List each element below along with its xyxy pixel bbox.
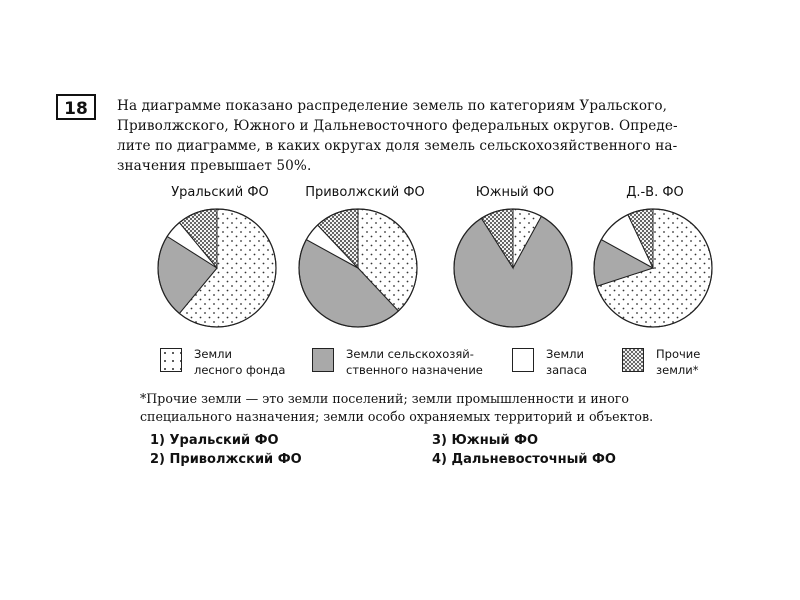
legend-label-reserve	[546, 346, 587, 378]
legend-reserve-line1: Земли	[546, 347, 584, 361]
question-line-2: Приволжского, Южного и Дальневосточного федеральных округов. Опреде-	[117, 118, 678, 134]
footnote-line-2: специального назначения; земли особо охраняемых территорий и объектов.	[140, 409, 654, 424]
answer-option-2[interactable]: 2) Приволжский ФО	[150, 452, 302, 467]
legend-forest-line1: Земли	[194, 347, 232, 361]
answer-option-4[interactable]: 4) Дальневосточный ФО	[432, 452, 616, 467]
chart-title-yuzh: Южный ФО	[475, 185, 555, 200]
legend-label-agri	[346, 346, 483, 378]
question-line-4: значения превышает 50%.	[117, 158, 312, 174]
legend-agri-line2: ственного назначение	[346, 363, 483, 377]
chart-title-dv: Д.-В. ФО	[626, 185, 684, 200]
chart-title-ural: Уральский ФО	[171, 185, 269, 200]
legend-swatch-other	[622, 348, 644, 372]
chart-title-privolzh: Приволжский ФО	[305, 185, 425, 200]
legend-swatch-agri	[312, 348, 334, 372]
legend-forest-line2: лесного фонда	[194, 363, 286, 377]
answer-option-3[interactable]: 3) Южный ФО	[432, 433, 539, 448]
legend-agri-line1: Земли сельскохозяй-	[346, 347, 474, 361]
answer-option-1[interactable]: 1) Уральский ФО	[150, 433, 279, 448]
legend-label-forest	[194, 346, 285, 378]
task-number: 18	[56, 94, 96, 120]
legend-reserve-line2: запаса	[546, 363, 588, 377]
legend-other-line2: земли*	[656, 363, 699, 377]
legend-swatch-reserve	[512, 348, 534, 372]
legend-other-line1: Прочие	[656, 347, 701, 361]
footnote-line-1: *Прочие земли — это земли поселений; земли промышленности и иного	[140, 391, 629, 406]
legend-swatch-forest	[160, 348, 182, 372]
legend-label-other	[656, 346, 700, 378]
question-line-3: лите по диаграмме, в каких округах доля земель сельскохозяйственного на-	[117, 138, 678, 154]
question-line-1: На диаграмме показано распределение земель по категориям Уральского,	[117, 98, 668, 114]
